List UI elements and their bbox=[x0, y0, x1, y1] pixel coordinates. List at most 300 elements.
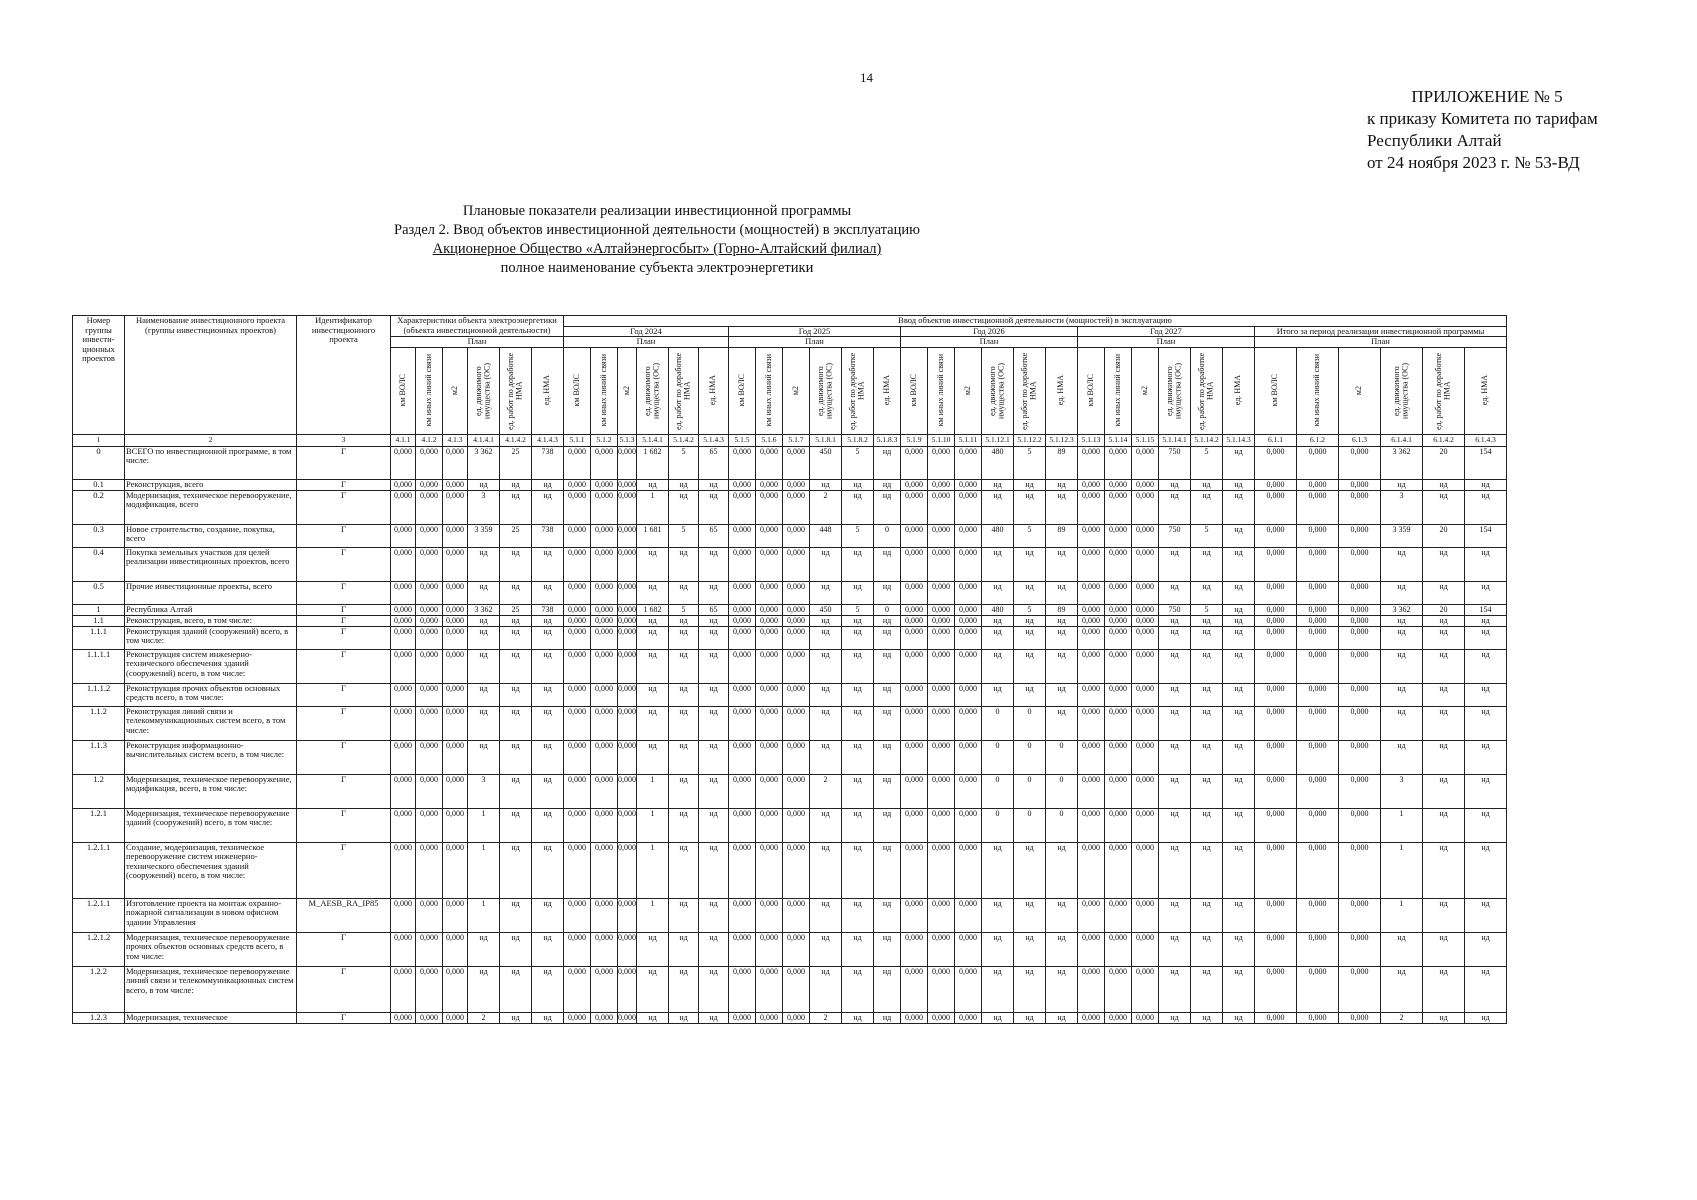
row-value: 0,000 bbox=[1255, 524, 1297, 547]
row-value: 0,000 bbox=[564, 649, 591, 683]
row-value: 0,000 bbox=[564, 446, 591, 479]
row-value: нд bbox=[699, 706, 729, 740]
header-sub-col bbox=[1339, 347, 1381, 434]
row-value: 3 362 bbox=[1381, 446, 1423, 479]
header-sub-label: км ВОЛС bbox=[1085, 374, 1095, 407]
row-value: 0,000 bbox=[901, 932, 928, 966]
row-value: 0,000 bbox=[1297, 604, 1339, 615]
row-value: нд bbox=[500, 683, 532, 706]
row-value: 0,000 bbox=[1339, 547, 1381, 581]
row-value: 0,000 bbox=[618, 547, 637, 581]
header-group-number: Номер группы инвести-ционных проектов bbox=[73, 316, 125, 435]
row-name: Реконструкция зданий (сооружений) всего, в том числе: bbox=[125, 626, 297, 649]
row-value: нд bbox=[982, 1012, 1014, 1023]
row-value: 0,000 bbox=[443, 547, 468, 581]
header-sub-col bbox=[591, 347, 618, 434]
row-value: 0,000 bbox=[756, 966, 783, 1012]
row-value: нд bbox=[1191, 615, 1223, 626]
row-value: 5 bbox=[1014, 446, 1046, 479]
header-plan: План bbox=[901, 337, 1078, 348]
row-value: 3 362 bbox=[468, 446, 500, 479]
row-value: нд bbox=[810, 649, 842, 683]
row-value: нд bbox=[532, 683, 564, 706]
row-value: 0,000 bbox=[783, 649, 810, 683]
header-sub-label: м2 bbox=[1139, 385, 1149, 396]
row-value: 0,000 bbox=[618, 683, 637, 706]
row-value: 0,000 bbox=[416, 740, 443, 774]
header-sub-label: ед. движимого имущества (ОС) bbox=[1392, 362, 1410, 419]
row-number: 0.4 bbox=[73, 547, 125, 581]
table-row bbox=[73, 479, 1507, 490]
row-value: нд bbox=[468, 581, 500, 604]
row-value: 0,000 bbox=[591, 898, 618, 932]
header-sub-label: км иных линий связи bbox=[598, 354, 608, 427]
header-commissioning: Ввод объектов инвестиционной деятельности (мощностей) в эксплуатацию bbox=[564, 316, 1507, 327]
row-value: 0,000 bbox=[1297, 1012, 1339, 1023]
row-value: 0,000 bbox=[391, 479, 416, 490]
row-value: нд bbox=[874, 446, 901, 479]
row-value: 0,000 bbox=[729, 604, 756, 615]
row-name: Модернизация, техническое перевооружение линий связи и телекоммуникационных систем всего, в том числе: bbox=[125, 966, 297, 1012]
row-value: нд bbox=[669, 683, 699, 706]
row-value: 0,000 bbox=[416, 1012, 443, 1023]
column-number: 6.1.3 bbox=[1339, 434, 1381, 446]
header-sub-col bbox=[1105, 347, 1132, 434]
row-number: 1.2.1.1 bbox=[73, 898, 125, 932]
row-value: 0,000 bbox=[756, 524, 783, 547]
row-value: 0,000 bbox=[618, 774, 637, 808]
row-value: 0,000 bbox=[1105, 683, 1132, 706]
row-name: Реконструкция, всего, в том числе: bbox=[125, 615, 297, 626]
row-value: нд bbox=[699, 479, 729, 490]
row-value: 0,000 bbox=[955, 932, 982, 966]
row-value: 0,000 bbox=[783, 808, 810, 842]
row-value: 0,000 bbox=[928, 1012, 955, 1023]
row-value: 0,000 bbox=[564, 932, 591, 966]
row-value: 0,000 bbox=[729, 932, 756, 966]
column-number: 4.1.4.3 bbox=[532, 434, 564, 446]
row-value: нд bbox=[874, 966, 901, 1012]
row-value: нд bbox=[637, 615, 669, 626]
row-value: нд bbox=[532, 581, 564, 604]
row-value: 3 362 bbox=[1381, 604, 1423, 615]
row-value: 738 bbox=[532, 604, 564, 615]
row-value: 0,000 bbox=[1078, 740, 1105, 774]
row-value: 0,000 bbox=[1255, 932, 1297, 966]
row-value: нд bbox=[1046, 649, 1078, 683]
row-value: 0,000 bbox=[564, 1012, 591, 1023]
row-value: 0,000 bbox=[1132, 581, 1159, 604]
row-value: 738 bbox=[532, 446, 564, 479]
row-value: 0,000 bbox=[729, 808, 756, 842]
row-value: нд bbox=[699, 490, 729, 524]
header-sub-label: ед. движимого имущества (ОС) bbox=[643, 362, 661, 419]
table-row bbox=[73, 490, 1507, 524]
row-value: 0,000 bbox=[756, 479, 783, 490]
row-value: нд bbox=[500, 479, 532, 490]
row-value: 0,000 bbox=[928, 524, 955, 547]
column-number: 5.1.8.3 bbox=[874, 434, 901, 446]
row-value: 0,000 bbox=[564, 740, 591, 774]
row-value: 25 bbox=[500, 604, 532, 615]
header-sub-label: ед. НМА bbox=[1233, 375, 1243, 406]
row-value: 0,000 bbox=[391, 490, 416, 524]
column-number: 4.1.2 bbox=[416, 434, 443, 446]
header-sub-label: км ВОЛС bbox=[397, 374, 407, 407]
row-value: 0,000 bbox=[591, 966, 618, 1012]
row-value: 0,000 bbox=[955, 446, 982, 479]
row-value: 25 bbox=[500, 446, 532, 479]
row-value: 0,000 bbox=[901, 740, 928, 774]
row-value: 0,000 bbox=[928, 842, 955, 898]
row-value: нд bbox=[1046, 626, 1078, 649]
row-value: 0,000 bbox=[1339, 615, 1381, 626]
column-number: 4.1.4.1 bbox=[468, 434, 500, 446]
header-project-id: Идентификатор инвестиционного проекта bbox=[297, 316, 391, 435]
row-value: нд bbox=[1465, 547, 1507, 581]
row-value: 0,000 bbox=[729, 842, 756, 898]
row-value: нд bbox=[637, 649, 669, 683]
row-value: нд bbox=[1381, 649, 1423, 683]
row-value: 0,000 bbox=[955, 479, 982, 490]
row-value: 0,000 bbox=[1297, 446, 1339, 479]
row-value: 0,000 bbox=[783, 706, 810, 740]
row-value: нд bbox=[982, 490, 1014, 524]
row-value: нд bbox=[468, 683, 500, 706]
row-value: нд bbox=[842, 547, 874, 581]
row-value: нд bbox=[1159, 649, 1191, 683]
row-value: 0,000 bbox=[591, 842, 618, 898]
row-value: нд bbox=[1423, 932, 1465, 966]
row-value: нд bbox=[669, 490, 699, 524]
table-row bbox=[73, 626, 1507, 649]
row-value: 0,000 bbox=[564, 706, 591, 740]
row-identifier: Г bbox=[297, 683, 391, 706]
row-value: нд bbox=[842, 808, 874, 842]
row-value: нд bbox=[1159, 547, 1191, 581]
row-value: 0,000 bbox=[1132, 898, 1159, 932]
row-value: нд bbox=[1381, 615, 1423, 626]
row-value: 0,000 bbox=[783, 490, 810, 524]
row-value: 0,000 bbox=[1339, 446, 1381, 479]
row-value: 0,000 bbox=[1339, 774, 1381, 808]
row-value: 0,000 bbox=[1339, 581, 1381, 604]
header-sub-label: км иных линий связи bbox=[935, 354, 945, 427]
row-identifier: Г bbox=[297, 626, 391, 649]
row-value: нд bbox=[1381, 966, 1423, 1012]
row-value: 0,000 bbox=[783, 479, 810, 490]
table-row bbox=[73, 524, 1507, 547]
header-year-3: Год 2026 bbox=[901, 326, 1078, 337]
row-value: нд bbox=[1159, 842, 1191, 898]
row-value: нд bbox=[1423, 649, 1465, 683]
row-value: 154 bbox=[1465, 604, 1507, 615]
header-plan: План bbox=[1078, 337, 1255, 348]
row-value: 0,000 bbox=[1105, 1012, 1132, 1023]
row-value: 0,000 bbox=[1078, 479, 1105, 490]
row-value: 0,000 bbox=[928, 740, 955, 774]
row-value: 0,000 bbox=[783, 842, 810, 898]
row-value: нд bbox=[669, 842, 699, 898]
row-value: 0,000 bbox=[443, 604, 468, 615]
row-value: 0,000 bbox=[1297, 615, 1339, 626]
row-identifier: Г bbox=[297, 932, 391, 966]
row-value: 0,000 bbox=[756, 706, 783, 740]
row-value: 0,000 bbox=[416, 774, 443, 808]
header-year-2: Год 2025 bbox=[729, 326, 901, 337]
row-value: 0,000 bbox=[1297, 626, 1339, 649]
row-value: 0,000 bbox=[729, 774, 756, 808]
row-value: нд bbox=[1223, 842, 1255, 898]
row-value: нд bbox=[669, 706, 699, 740]
document-title bbox=[0, 202, 1314, 278]
row-value: 0,000 bbox=[618, 626, 637, 649]
row-value: нд bbox=[1191, 1012, 1223, 1023]
row-identifier: Г bbox=[297, 966, 391, 1012]
row-value: нд bbox=[842, 626, 874, 649]
header-sub-label: ед. работ по доработке НМА bbox=[1020, 351, 1038, 430]
row-value: нд bbox=[637, 547, 669, 581]
row-value: нд bbox=[810, 615, 842, 626]
row-value: 0,000 bbox=[618, 706, 637, 740]
row-value: 0,000 bbox=[1255, 615, 1297, 626]
header-sub-col bbox=[443, 347, 468, 434]
row-value: 0,000 bbox=[1297, 740, 1339, 774]
row-value: нд bbox=[699, 649, 729, 683]
row-value: 0,000 bbox=[955, 683, 982, 706]
row-name: Реконструкция систем инженерно-технического обеспечения зданий (сооружений) всего, в том числе: bbox=[125, 649, 297, 683]
header-sub-col bbox=[564, 347, 591, 434]
row-value: 0 bbox=[982, 808, 1014, 842]
row-value: 0,000 bbox=[443, 706, 468, 740]
row-value: нд bbox=[1014, 581, 1046, 604]
header-sub-label: ед. НМА bbox=[1480, 375, 1490, 406]
column-number: 5.1.4.1 bbox=[637, 434, 669, 446]
row-value: 0,000 bbox=[564, 808, 591, 842]
row-value: 0,000 bbox=[1132, 446, 1159, 479]
row-value: 0,000 bbox=[391, 706, 416, 740]
row-value: нд bbox=[699, 966, 729, 1012]
row-value: нд bbox=[1223, 932, 1255, 966]
row-value: 0,000 bbox=[1255, 774, 1297, 808]
row-value: 0,000 bbox=[391, 649, 416, 683]
row-value: 0 bbox=[982, 706, 1014, 740]
row-value: нд bbox=[1046, 966, 1078, 1012]
header-year-4: Год 2027 bbox=[1078, 326, 1255, 337]
table-row bbox=[73, 898, 1507, 932]
row-value: нд bbox=[1191, 966, 1223, 1012]
row-value: нд bbox=[1465, 842, 1507, 898]
row-value: нд bbox=[874, 479, 901, 490]
row-value: нд bbox=[842, 649, 874, 683]
row-value: 0,000 bbox=[591, 604, 618, 615]
row-value: нд bbox=[468, 547, 500, 581]
row-value: 0,000 bbox=[901, 649, 928, 683]
row-value: нд bbox=[874, 774, 901, 808]
row-identifier: Г bbox=[297, 479, 391, 490]
row-value: 0,000 bbox=[1297, 683, 1339, 706]
header-sub-label: ед. работ по доработке НМА bbox=[674, 351, 692, 430]
row-value: нд bbox=[500, 649, 532, 683]
row-value: нд bbox=[1423, 479, 1465, 490]
row-value: 0,000 bbox=[955, 898, 982, 932]
row-value: 0,000 bbox=[1078, 774, 1105, 808]
row-value: 2 bbox=[468, 1012, 500, 1023]
header-sub-label: ед. НМА bbox=[542, 375, 552, 406]
column-number: 2 bbox=[125, 434, 297, 446]
row-value: 5 bbox=[669, 446, 699, 479]
row-value: 0,000 bbox=[391, 615, 416, 626]
row-value: 0,000 bbox=[783, 774, 810, 808]
row-value: 1 bbox=[468, 842, 500, 898]
row-value: нд bbox=[842, 966, 874, 1012]
row-value: 0,000 bbox=[1078, 581, 1105, 604]
row-value: 0,000 bbox=[729, 706, 756, 740]
row-number: 1.2.1 bbox=[73, 808, 125, 842]
row-value: нд bbox=[1191, 706, 1223, 740]
row-value: 1 bbox=[468, 898, 500, 932]
row-value: нд bbox=[874, 808, 901, 842]
row-value: нд bbox=[1159, 479, 1191, 490]
header-sub-col bbox=[874, 347, 901, 434]
header-year-1: Год 2024 bbox=[564, 326, 729, 337]
row-name: Создание, модернизация, техническое перевооружение систем инженерно-технического обеспечения зданий (сооружений) всего, в том числе: bbox=[125, 842, 297, 898]
row-value: нд bbox=[1465, 706, 1507, 740]
row-value: 0,000 bbox=[901, 626, 928, 649]
header-sub-label: м2 bbox=[790, 385, 800, 396]
row-name: Реконструкция линий связи и телекоммуникационных систем всего, в том числе: bbox=[125, 706, 297, 740]
row-value: 0,000 bbox=[391, 774, 416, 808]
row-value: нд bbox=[699, 626, 729, 649]
row-value: нд bbox=[982, 626, 1014, 649]
row-value: нд bbox=[1046, 490, 1078, 524]
row-value: нд bbox=[637, 479, 669, 490]
row-value: 0,000 bbox=[1255, 479, 1297, 490]
row-value: нд bbox=[500, 547, 532, 581]
row-value: 0,000 bbox=[416, 898, 443, 932]
row-value: 0,000 bbox=[1078, 649, 1105, 683]
row-name: Модернизация, техническое перевооружение, модификация, всего, в том числе: bbox=[125, 774, 297, 808]
row-value: нд bbox=[637, 706, 669, 740]
row-value: нд bbox=[810, 932, 842, 966]
row-value: нд bbox=[1381, 740, 1423, 774]
row-value: 0,000 bbox=[416, 706, 443, 740]
row-number: 0.3 bbox=[73, 524, 125, 547]
row-value: 0,000 bbox=[1255, 842, 1297, 898]
row-value: 0,000 bbox=[1297, 774, 1339, 808]
title-line-1: Плановые показатели реализации инвестиционной программы bbox=[462, 203, 852, 219]
row-value: 0,000 bbox=[1255, 490, 1297, 524]
row-value: 89 bbox=[1046, 446, 1078, 479]
row-value: 0,000 bbox=[1339, 932, 1381, 966]
row-value: 0,000 bbox=[1255, 649, 1297, 683]
row-value: 5 bbox=[1191, 524, 1223, 547]
row-value: 0,000 bbox=[1339, 604, 1381, 615]
row-value: 0,000 bbox=[1078, 490, 1105, 524]
column-number: 5.1.12.1 bbox=[982, 434, 1014, 446]
row-identifier: Г bbox=[297, 490, 391, 524]
appendix-line-3: Республики Алтай bbox=[1367, 131, 1502, 150]
row-value: 0,000 bbox=[901, 966, 928, 1012]
row-value: 0,000 bbox=[443, 1012, 468, 1023]
row-value: 0,000 bbox=[783, 524, 810, 547]
row-value: 0,000 bbox=[1255, 706, 1297, 740]
row-value: 0,000 bbox=[1105, 966, 1132, 1012]
row-value: 0,000 bbox=[928, 683, 955, 706]
row-value: нд bbox=[842, 842, 874, 898]
row-value: 0,000 bbox=[901, 615, 928, 626]
row-value: 0,000 bbox=[618, 898, 637, 932]
row-value: нд bbox=[1465, 479, 1507, 490]
row-value: нд bbox=[500, 1012, 532, 1023]
row-value: нд bbox=[842, 581, 874, 604]
table-row bbox=[73, 1012, 1507, 1023]
row-number: 1.2.3 bbox=[73, 1012, 125, 1023]
row-value: 0,000 bbox=[1105, 547, 1132, 581]
row-value: 0,000 bbox=[1105, 446, 1132, 479]
row-value: 0,000 bbox=[1078, 446, 1105, 479]
row-value: 0,000 bbox=[928, 615, 955, 626]
header-sub-col bbox=[783, 347, 810, 434]
row-value: нд bbox=[1423, 966, 1465, 1012]
row-value: 0,000 bbox=[1297, 842, 1339, 898]
header-sub-col bbox=[699, 347, 729, 434]
row-value: нд bbox=[1014, 898, 1046, 932]
row-value: нд bbox=[1223, 1012, 1255, 1023]
row-value: нд bbox=[468, 706, 500, 740]
row-value: 0,000 bbox=[1297, 479, 1339, 490]
row-value: 0,000 bbox=[1105, 898, 1132, 932]
row-value: 0,000 bbox=[1105, 479, 1132, 490]
row-value: нд bbox=[669, 547, 699, 581]
row-number: 1.2 bbox=[73, 774, 125, 808]
row-value: 0,000 bbox=[1339, 1012, 1381, 1023]
row-value: нд bbox=[1423, 683, 1465, 706]
row-value: 0,000 bbox=[391, 898, 416, 932]
row-value: 0,000 bbox=[955, 524, 982, 547]
row-name: ВСЕГО по инвестиционной программе, в том числе: bbox=[125, 446, 297, 479]
row-value: нд bbox=[1223, 615, 1255, 626]
row-value: нд bbox=[874, 740, 901, 774]
row-value: 1 682 bbox=[637, 604, 669, 615]
row-value: 0,000 bbox=[756, 547, 783, 581]
row-value: 0,000 bbox=[928, 446, 955, 479]
row-value: 0,000 bbox=[1297, 490, 1339, 524]
row-value: 0,000 bbox=[416, 615, 443, 626]
row-value: 0,000 bbox=[591, 932, 618, 966]
row-value: нд bbox=[699, 1012, 729, 1023]
header-sub-label: ед. НМА bbox=[1056, 375, 1066, 406]
row-value: нд bbox=[1381, 683, 1423, 706]
row-value: 0,000 bbox=[443, 479, 468, 490]
column-number: 5.1.15 bbox=[1132, 434, 1159, 446]
row-value: нд bbox=[874, 547, 901, 581]
row-value: 0,000 bbox=[391, 581, 416, 604]
column-number: 5.1.13 bbox=[1078, 434, 1105, 446]
row-value: 0,000 bbox=[1297, 581, 1339, 604]
row-value: 0,000 bbox=[1105, 615, 1132, 626]
column-number: 5.1.2 bbox=[591, 434, 618, 446]
row-value: 0,000 bbox=[1078, 808, 1105, 842]
row-value: 89 bbox=[1046, 604, 1078, 615]
header-sub-col bbox=[637, 347, 669, 434]
row-value: 0,000 bbox=[391, 966, 416, 1012]
header-sub-label: км иных линий связи bbox=[1312, 354, 1322, 427]
row-value: 0,000 bbox=[1255, 446, 1297, 479]
row-value: нд bbox=[1423, 842, 1465, 898]
row-value: 0,000 bbox=[1255, 547, 1297, 581]
row-value: 0,000 bbox=[391, 1012, 416, 1023]
